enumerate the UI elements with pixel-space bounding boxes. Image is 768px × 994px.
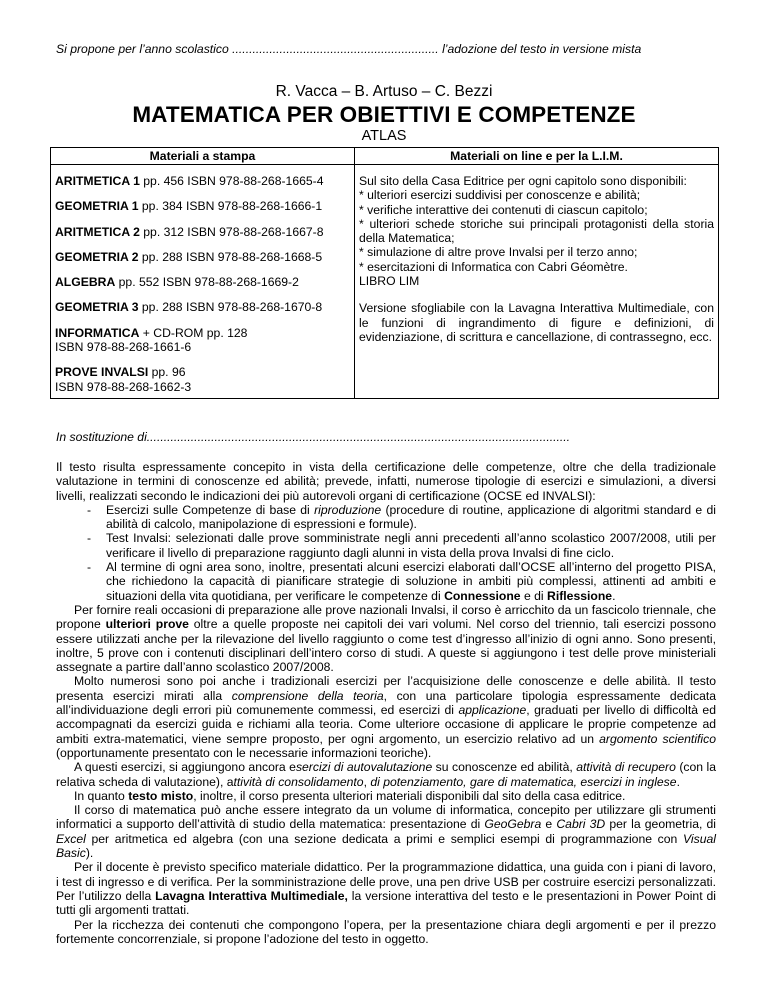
- intro-paragraph: Il testo risulta espressamente concepito in vista della certificazione delle competenze, oltre che della tradizionale valutazione in termini di conoscenze ed abilità; prevede, infatti, numerose tipologie di esercizi e simulazioni, a diversi livelli, realizzati secondo le indicazioni dei più autorevoli organi di certificazione (OCSE ed INVALSI):: [56, 460, 716, 503]
- volume-item: ARITMETICA 2 pp. 312 ISBN 978-88-268-1667-8: [55, 224, 324, 239]
- bullet-item: - Esercizi sulle Competenze di base di riproduzione (procedure di routine, applicazione di algoritmi standard e di abilità di calcolo, manipolazione di espressioni e formule).: [87, 502, 716, 532]
- volume-item: INFORMATICA + CD-ROM pp. 128 ISBN 978-88-268-1661-6: [55, 325, 248, 355]
- volume-item: ARITMETICA 1 pp. 456 ISBN 978-88-268-1665-4: [55, 174, 324, 188]
- volume-item: ALGEBRA pp. 552 ISBN 978-88-268-1669-2: [55, 275, 299, 290]
- publisher: ATLAS: [361, 128, 407, 144]
- volume-item: PROVE INVALSI pp. 96 ISBN 978-88-268-1662-3: [55, 365, 192, 394]
- authors: R. Vacca – B. Artuso – C. Bezzi: [275, 83, 493, 100]
- online-item: * simulazione di altre prove Invalsi per il terzo anno;: [359, 245, 638, 260]
- description-body: [56, 460, 716, 946]
- volume-item: GEOMETRIA 3 pp. 288 ISBN 978-88-268-1670-8: [55, 300, 323, 315]
- bullet-item: - Test Invalsi: selezionati dalle prove somministrate negli anni precedenti all’anno scolastico 2007/2008, utili per verificare il livello di preparazione raggiunto dagli alunni in vista della prova Invalsi di fine ciclo.: [87, 531, 716, 560]
- closing-paragraph: Per la ricchezza dei contenuti che compongono l’opera, per la presentazione chiara degli argomenti e per il prezzo fortemente concorrenziale, si propone l’adozione del testo in oggetto.: [56, 917, 716, 946]
- book-title: MATEMATICA PER OBIETTIVI E COMPETENZE: [132, 102, 636, 127]
- online-item: * ulteriori schede storiche sui principali protagonisti della storia della Matematica;: [359, 216, 714, 246]
- bullet-item: - Al termine di ogni area sono, inoltre, presentati alcuni esercizi elaborati dall’OCSE all’interno del progetto PISA, che richiedono la capacità di pianificare strategie di soluzione in ambiti più complessi, attinenti ad ambiti e situazioni della vita quotidiana, per verificare le competenze di Connessione e di Riflessione.: [87, 560, 716, 603]
- libro-lim-label: LIBRO LIM: [359, 274, 420, 289]
- volume-item: GEOMETRIA 1 pp. 384 ISBN 978-88-268-1666-1: [55, 199, 323, 214]
- paragraph: A questi esercizi, si aggiungono ancora esercizi di autovalutazione su conoscenze ed abilità, attività di recupero (con la relativa scheda di valutazione), attività di consolidamento, di potenziamento, gare di matematica, esercizi in inglese.: [56, 760, 716, 789]
- adoption-line: Si propone per l’anno scolastico ............................................................. l’adozione del testo in versione mista: [56, 42, 642, 56]
- volume-item: GEOMETRIA 2 pp. 288 ISBN 978-88-268-1668-5: [55, 249, 323, 264]
- print-materials-list: [51, 165, 355, 399]
- print-materials-header: Materiali a stampa: [51, 148, 355, 165]
- online-item: * esercitazioni di Informatica con Cabri Géomètre.: [359, 259, 628, 274]
- paragraph: Per il docente è previsto specifico materiale didattico. Per la programmazione didattica, una guida con i piani di lavoro, i test di ingresso e di verifica. Per la somministrazione delle prove, una pen drive USB per costruire esercizi personalizzati. Per l’utilizzo della Lavagna Interattiva Multimediale, la versione interattiva del testo e le presentazioni in Power Point di tutti gli argomenti trattati.: [56, 860, 717, 918]
- paragraph: Il corso di matematica può anche essere integrato da un volume di informatica, concepito per utilizzare gli strumenti informatici a supporto dell’attività di studio della matematica: presentazione di GeoGebra e Cabri 3D per la geometria, di Excel per aritmetica ed algebra (con una sezione dedicata a primi e semplici esempi di programmazione con Visual Basic).: [56, 803, 716, 861]
- paragraph: In quanto testo misto, inoltre, il corso presenta ulteriori materiali disponibili dal sito della casa editrice.: [74, 788, 626, 803]
- materials-table: [50, 147, 719, 399]
- online-intro: Sul sito della Casa Editrice per ogni capitolo sono disponibili:: [359, 174, 687, 188]
- replacement-line: In sostituzione di.............................................................................................................................: [56, 430, 571, 444]
- online-materials-cell: [355, 165, 719, 399]
- online-materials-header: Materiali on line e per la L.I.M.: [355, 148, 719, 165]
- online-item: * ulteriori esercizi suddivisi per conoscenze e abilità;: [359, 188, 641, 203]
- online-item: * verifiche interattive dei contenuti di ciascun capitolo;: [359, 202, 648, 217]
- paragraph: Molto numerosi sono poi anche i tradizionali esercizi per l’acquisizione delle conoscenze e delle abilità. Il testo presenta esercizi mirati alla comprensione della teoria, con una particolare tipologia espressamente dedicata all’individuazione degli errori più comunemente commessi, ed esercizi di applicazione, graduati per livello di difficoltà ed accompagnati da esercizi guida e richiami alla teoria. Come ulteriore occasione di applicare le proprie competenze ad ambiti extra-matematici, viene sempre proposto, per ogni argomento, un esercizio relativo ad un argomento scientifico (opportunamente presentato con le necessarie informazioni teoriche).: [56, 674, 717, 760]
- lim-version-text: Versione sfogliabile con la Lavagna Interattiva Multimediale, con le funzioni di ingrandimento di figure e definizioni, di evidenziazione, di scrittura e cancellazione, di contrassegno, ecc.: [359, 301, 714, 344]
- paragraph: Per fornire reali occasioni di preparazione alle prove nazionali Invalsi, il corso è arricchito da un fascicolo triennale, che propone ulteriori prove oltre a quelle proposte nei capitoli dei vari volumi. Nel corso del triennio, tali esercizi possono essere utilizzati anche per la rilevazione del livello raggiunto o come test d’ingresso all’inizio di ogni anno. Sono presenti, inoltre, 5 prove con i contenuti disciplinari dell’intero corso di studi. A queste si aggiungono i test delle prove ministeriali assegnate a partire dall’anno scolastico 2007/2008.: [56, 602, 716, 675]
